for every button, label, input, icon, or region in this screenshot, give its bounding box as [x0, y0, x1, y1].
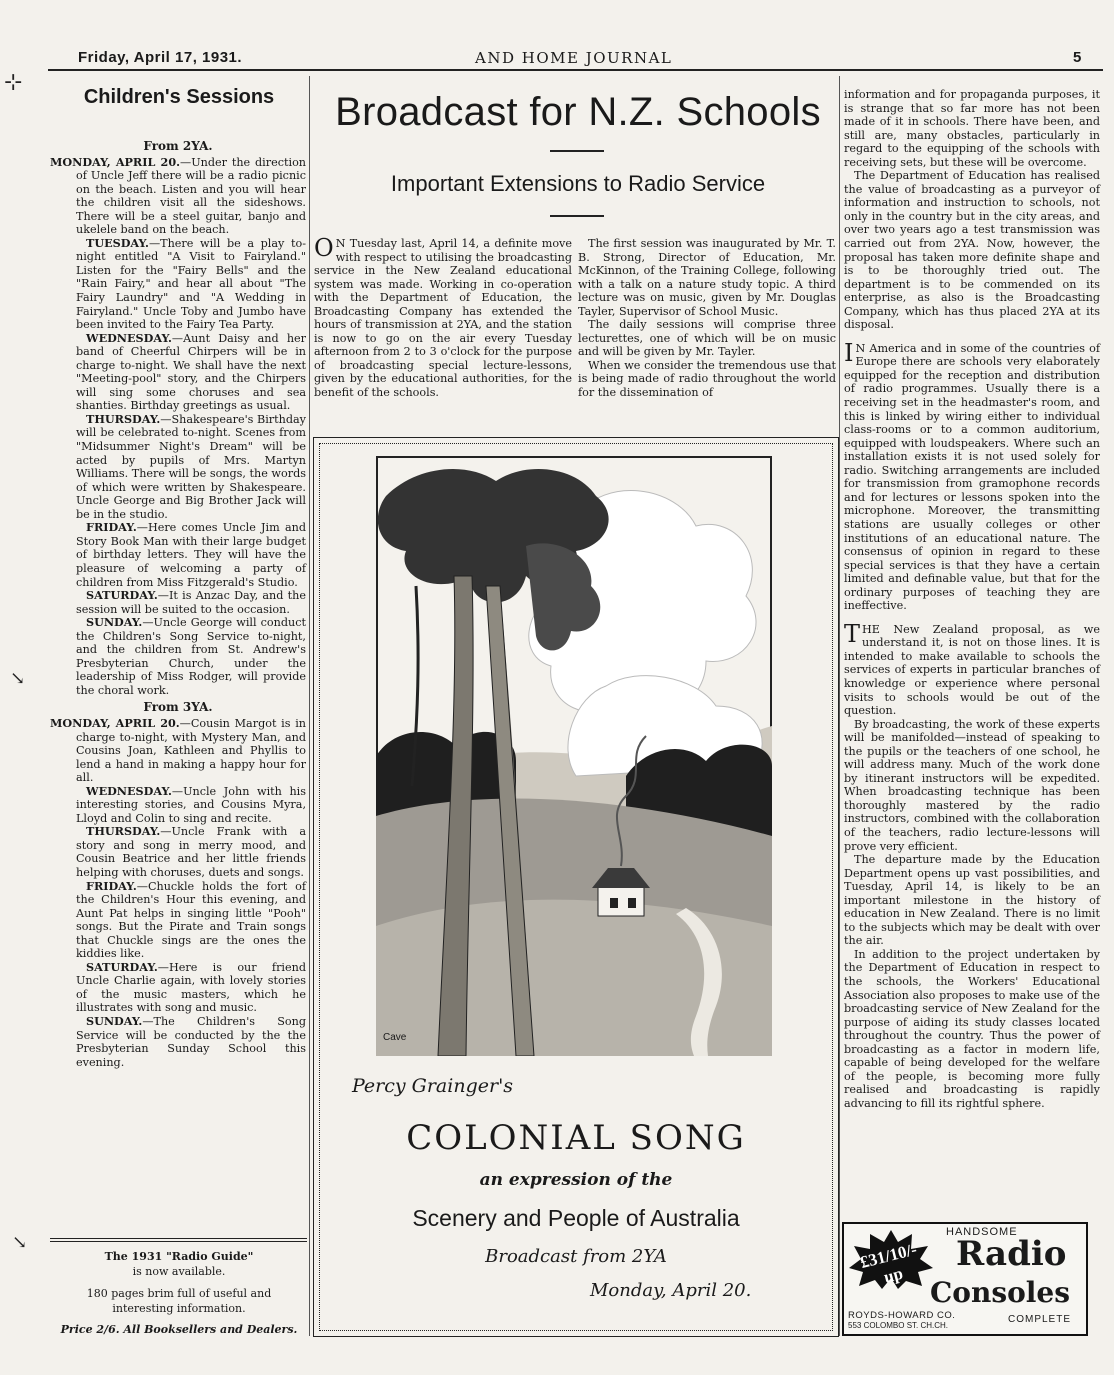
sessions-column [50, 136, 306, 1069]
ad-consoles: Consoles [930, 1276, 1070, 1309]
session-text: —Uncle John with his interesting stories, and Cousins Myra, Lloyd and Colin to sing and recite. [76, 784, 306, 825]
session-text: —Aunt Daisy and her band of Cheerful Chirpers will be in charge to-night. We shall have the next "Meeting-pool" story, and the Chirpers will sing some choruses and sea shanties. Birthday greetings as usual. [76, 331, 306, 413]
guide-line: is now available. [132, 1265, 226, 1278]
ad-handsome: HANDSOME [946, 1226, 1018, 1238]
session-text: —It is Anzac Day, and the session will be suited to the occasion. [76, 589, 306, 616]
article-column-1 [314, 234, 572, 400]
session-entry [50, 616, 306, 697]
session-text: —Shakespeare's Birthday will be celebrated to-night. Scenes from "Midsummer Night's Dream" will be acted by pupils of Mrs. Martyn Williams. There will be songs, the words of which were written by Shakespeare. Uncle George and Big Brother Jack will be in the studio. [76, 412, 306, 521]
session-day: MONDAY, APRIL 20. [50, 715, 180, 730]
header-date: Friday, April 17, 1931. [78, 49, 243, 66]
session-text: —Uncle George will conduct the Children's Song Service to-night, and the children from St. Andrew's Presbyterian Church, under the leadership of Miss Rodger, will provide the choral work. [76, 616, 306, 697]
article-column-2 [578, 237, 836, 400]
session-entry [50, 237, 306, 332]
session-text: —Cousin Margot is in charge to-night, with Mystery Man, and Cousins Joan, Kathleen and Phyllis to lend a hand in making a happy hour for all. [76, 716, 306, 785]
subtitle-rule [550, 215, 604, 217]
dropcap: T [844, 619, 861, 648]
article-paragraph: N Tuesday last, April 14, a definite move with respect to utilising the broadcasting service in the New Zealand educational system was made. Working in co-operation with the Department of Education, the Broadcasting Company has extended the hours of transmission at 2YA, and the station is now to go on the air every Tuesday afternoon from 2 to 3 o'clock for the purpose of broadcasting special lecture-lessons, given by the educational authorities, for the benefit of the schools. [314, 237, 572, 400]
dropcap: I [844, 338, 854, 367]
session-entry [50, 413, 306, 521]
article-paragraph: By broadcasting, the work of these experts will be manifolded—instead of speaking to the pupils or the teachers of one school, he will address many. Much of the work done by itinerant instructors will be expedited. When broadcasting technique has been thoroughly mastered by the radio instructors, combined with the collaboration of the teachers, radio lecture-lessons will prove very efficient. [844, 717, 1100, 853]
article-title: Broadcast for N.Z. Schools [335, 90, 821, 134]
broadcast-line: Broadcast from 2YA [485, 1246, 667, 1267]
session-text: —The Children's Song Service will be conducted by the the Presbyterian Sunday School this evening. [76, 1015, 306, 1069]
guide-line: interesting information. [112, 1302, 246, 1315]
artist-signature: Cave [383, 1032, 407, 1043]
landscape-illustration [376, 456, 772, 1056]
session-day: WEDNESDAY. [86, 783, 172, 798]
guide-rule-top [50, 1238, 307, 1239]
margin-mark: ⊹ [4, 70, 23, 95]
session-day: THURSDAY. [86, 824, 161, 839]
session-day: SATURDAY. [86, 959, 158, 974]
session-text: —Under the direction of Uncle Jeff there will be a radio picnic on the beach. Listen and you will hear the children visit all the sideshows. There will be a steel guitar, banjo and ukelele band on the beach. [76, 155, 307, 237]
station-heading: From 3YA. [143, 700, 213, 715]
ad-radio: Radio [956, 1234, 1067, 1274]
song-title: COLONIAL SONG [406, 1118, 746, 1158]
article-paragraph: In addition to the project undertaken by the Department of Education in respect to the schools, the Workers' Educational Association also proposes to make use of the broadcasting service of New Zealand for the purpose of aiding its study classes located throughout the country. Thus the power of broadcasting as a factor in modern life, capable of being developed for the welfare of the people, is becoming more fully realised and broadcasting is rapidly advancing to fill its rightful sphere. [844, 947, 1100, 1110]
article-paragraph: The Department of Education has realised the value of broadcasting as a purveyor of information and instruction to schools, not only in the country but in the city areas, and over two years ago a test transmission was carried out from 2YA. Now, however, the proposal has taken more definite shape and is to be thoroughly tried out. The department is to be commended on its enterprise, as also is the Broadcasting Company, which has thus placed 2YA at its disposal. [844, 169, 1100, 332]
composer: Percy Grainger's [352, 1075, 514, 1097]
guide-rule-top [50, 1241, 307, 1242]
broadcast-date: Monday, April 20. [590, 1280, 752, 1301]
session-day: FRIDAY. [86, 520, 137, 535]
session-day: THURSDAY. [86, 411, 161, 426]
ad-price: £31/10/- up [858, 1239, 919, 1287]
article-paragraph: N America and in some of the countries of Europe there are schools very elaborately equipped for the reception and distribution of radio programmes. Usually there is a receiving set in the headmaster's room, and this is linked by wiring either to individual class-rooms or to a common auditorium, equipped with loudspeakers. Where such an installation exists it is not used solely for radio. Switching arrangements are included for transmission from gramophone records and for lectures or lessons spoken into the microphone. Moreover, the transmitting stations are usually colleges or other institutions of an educational nature. The consensus of opinion in regard to these special services is that they have a certain limited and definable value, but that for the ordinary purposes of teaching they are ineffective. [844, 341, 1100, 613]
article-paragraph: The first session was inaugurated by Mr. T. B. Strong, Director of Education, Mr. McKinnon, of the Training College, following with a talk on a nature study topic. A third lecture was on music, given by Mr. Douglas Tayler, Supervisor of School Music. [578, 237, 836, 318]
article-subtitle: Important Extensions to Radio Service [390, 171, 766, 196]
session-day: TUESDAY. [86, 235, 149, 250]
session-entry [50, 521, 306, 589]
session-entry [50, 156, 306, 237]
session-text: —Here comes Uncle Jim and Story Book Man with their large budget of birthday letters. They will have the pleasure of welcoming a party of children from Miss Fitzgerald's Studio. [76, 521, 306, 589]
article-paragraph: HE New Zealand proposal, as we understand it, is not on those lines. It is intended to make available to schools the services of experts in particular branches of knowledge or experience where personal visits to schools would be out of the question. [844, 622, 1100, 718]
session-text: —Here is our friend Uncle Charlie again, with lovely stories of the music masters, which he illustrates with song and music. [76, 960, 306, 1015]
ad-complete: COMPLETE [1008, 1314, 1072, 1325]
page-number: 5 [1073, 49, 1082, 66]
header-rule [48, 69, 1103, 71]
guide-line: The 1931 "Radio Guide" [104, 1250, 254, 1263]
ad-address: 553 COLOMBO ST. CH.CH. [848, 1321, 949, 1330]
article-paragraph: The daily sessions will comprise three lecturettes, one of which will be on music and will be given by Mr. Tayler. [578, 318, 836, 359]
article-paragraph: When we consider the tremendous use that is being made of radio throughout the world for the dissemination of [578, 358, 836, 400]
session-day: SATURDAY. [86, 588, 158, 603]
session-entry [50, 961, 306, 1015]
expression-line: an expression of the [479, 1170, 673, 1190]
session-entry [50, 717, 306, 785]
session-entry [50, 880, 306, 961]
sessions-title: Children's Sessions [83, 86, 275, 108]
column-divider-right [839, 76, 840, 1336]
session-day: WEDNESDAY. [86, 330, 172, 345]
header-journal: AND HOME JOURNAL [475, 49, 673, 67]
guide-line: Price 2/6. All Booksellers and Dealers. [60, 1323, 298, 1336]
session-entry [50, 332, 306, 413]
margin-mark: ↘ [10, 668, 26, 689]
article-column-3 [844, 88, 1100, 1110]
session-entry [50, 825, 306, 879]
dropcap: O [314, 234, 334, 262]
article-paragraph: information and for propaganda purposes, it is strange that so far more has not been made of it in schools. There have been, and still are, many obstacles, particularly in regard to the equipping of the schools with receiving sets, but these will be overcome. [844, 88, 1100, 169]
session-text: —Uncle Frank with a story and song in merry mood, and Cousin Beatrice and her little friends helping with choruses, duets and songs. [76, 825, 306, 879]
session-text: —There will be a play to-night entitled "A Visit to Fairyland." Listen for the "Fairy Bells" and the "Rain Fairy," and hear all about "The Fairy Laundry" and "A Wedding in Fairyland." Uncle Toby and Jumbo have been invited to the Fairy Tea Party. [76, 236, 306, 332]
scenery-line: Scenery and People of Australia [412, 1205, 740, 1231]
session-day: MONDAY, APRIL 20. [50, 154, 180, 169]
station-heading: From 2YA. [143, 139, 213, 153]
session-day: SUNDAY. [86, 1014, 143, 1028]
article-paragraph: The departure made by the Education Department opens up vast possibilities, and Tuesday, April 14, is likely to be an important milestone in the history of education in New Zealand. There is no limit to the subjects which may be dealt with over the air. [844, 853, 1100, 948]
radio-guide-ad [50, 1249, 308, 1337]
column-divider-left [309, 76, 310, 1336]
session-text: —Chuckle holds the fort of the Children's Hour this evening, and Aunt Pat helps in singing little "Pooh" songs. But the Pirate and Train songs that Chuckle sings are the ones the kiddies like. [76, 879, 306, 961]
session-entry [50, 1015, 306, 1069]
session-day: FRIDAY. [86, 878, 137, 893]
session-entry [50, 785, 306, 826]
title-rule [550, 150, 604, 152]
guide-line: 180 pages brim full of useful and [86, 1287, 272, 1300]
margin-mark: ↘ [12, 1232, 28, 1253]
radio-consoles-ad [842, 1222, 1088, 1336]
session-day: SUNDAY. [86, 615, 143, 630]
session-entry [50, 589, 306, 616]
ad-company: ROYDS-HOWARD CO. [848, 1310, 956, 1321]
